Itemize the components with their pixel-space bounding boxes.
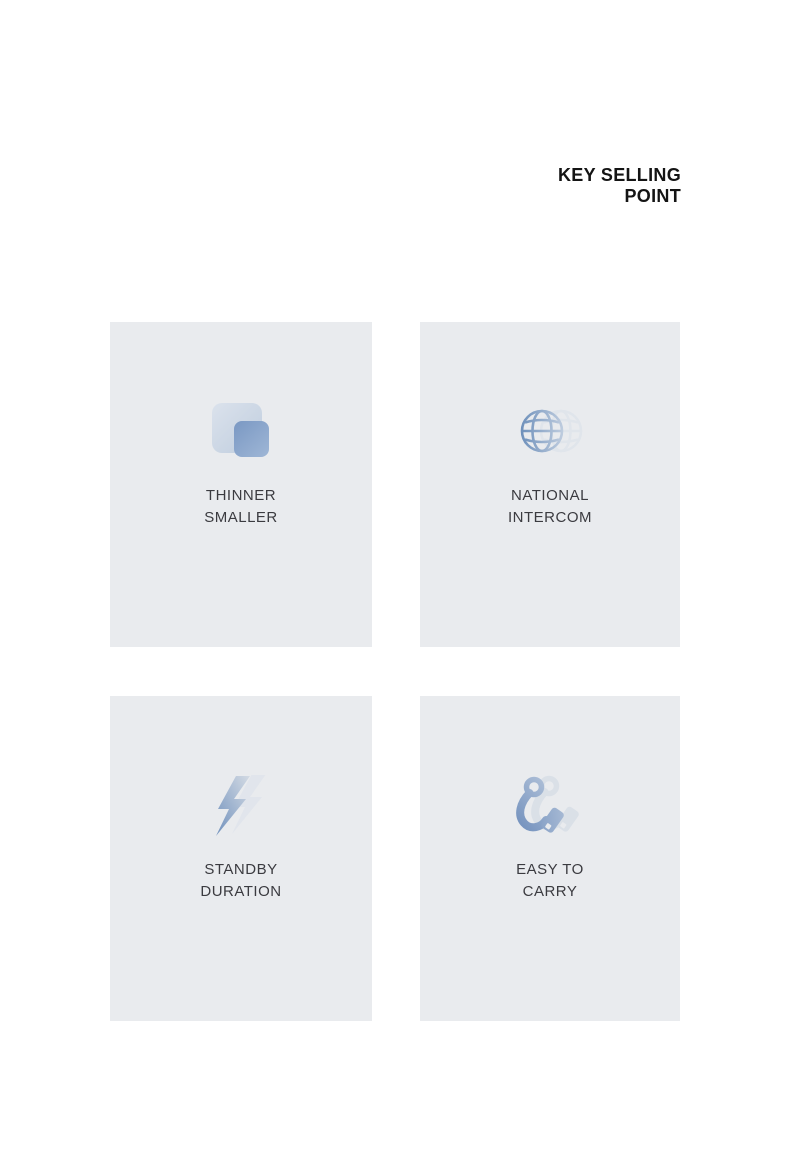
globe-icon — [515, 401, 585, 463]
card-label-line-1: EASY TO — [516, 861, 584, 878]
card-label-line-2: SMALLER — [204, 509, 278, 526]
page-title — [558, 165, 681, 207]
feature-card-easy-to-carry — [420, 696, 680, 1021]
page-title-line-2: POINT — [624, 186, 681, 206]
card-label — [200, 859, 281, 903]
feature-grid — [110, 322, 680, 1021]
card-label-line-1: STANDBY — [204, 861, 278, 878]
card-label-line-1: NATIONAL — [511, 487, 589, 504]
card-label-line-1: THINNER — [205, 487, 277, 504]
usb-lanyard-icon — [514, 775, 586, 837]
card-label-line-2: DURATION — [200, 883, 282, 900]
feature-card-standby-duration — [110, 696, 372, 1021]
card-label-line-2: CARRY — [522, 883, 578, 900]
card-label — [516, 859, 584, 903]
card-label — [204, 485, 278, 529]
card-label — [508, 485, 592, 529]
feature-card-national-intercom — [420, 322, 680, 647]
card-label-line-2: INTERCOM — [508, 509, 592, 526]
page-title-line-1: KEY SELLING — [558, 165, 681, 185]
overlapping-squares-icon — [212, 401, 270, 463]
feature-card-thinner-smaller — [110, 322, 372, 647]
lightning-bolt-icon — [206, 775, 276, 837]
